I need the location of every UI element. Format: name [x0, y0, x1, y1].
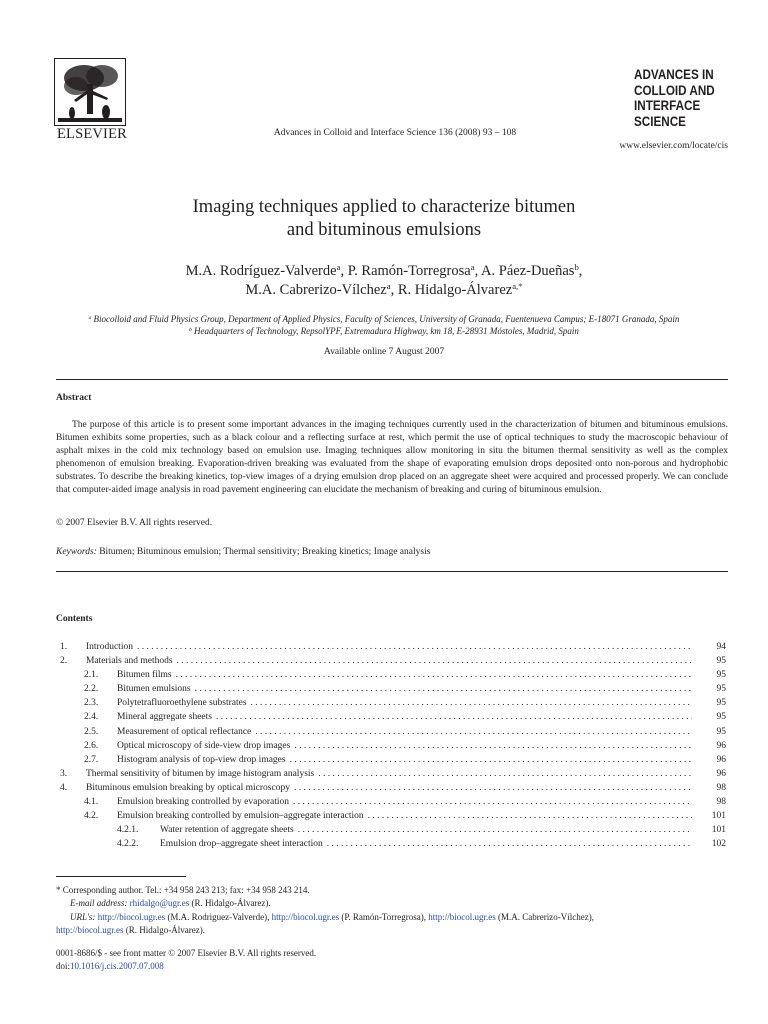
toc-number: 3.: [60, 768, 68, 779]
toc-title[interactable]: Optical microscopy of side-view drop images . . .: [117, 741, 692, 752]
toc-number: 4.2.1.: [117, 825, 139, 836]
title-line: Imaging techniques applied to characterize bitumen: [192, 197, 576, 217]
author-separator: ,: [340, 263, 348, 279]
doi-line: [56, 960, 316, 973]
issn-notice: 0001-8686/$ - see front matter © 2007 Elsevier B.V. All rights reserved.: [56, 948, 317, 958]
toc-title[interactable]: Emulsion breaking controlled by evaporation . . .: [117, 797, 692, 808]
toc-title[interactable]: Polytetrafluoroethylene substrates . . .: [117, 698, 692, 709]
abstract-body: The purpose of this article is to present some important advances in the imaging techniques currently used in the characterization of bitumen and bituminous emulsions. Bitumen exhibits some properties, such as a black colour and a reflecting surface at rest, which permit the use of optical techniques to study the macroscopic behaviour of asphalt mixes in the cold mix technology based on emulsion use. Imaging techniques allow monitoring in situ the bitumen thermal sensitivity as well as the complex phenomenon of emulsion breaking. Evaporation-driven breaking was evaluated from the shape of evaporating emulsion drops deposited onto non-porous and hydrophobic substrates. To describe the breaking kinetics, top-view images of a drying emulsion drop placed on an aggregate sheet were acquired and processed properly. We can conclude that computer-aided image analysis in road pavement engineering can elucidate the mechanism of breaking and curing of bituminous emulsion.: [56, 420, 728, 496]
toc-number: 2.3.: [84, 698, 99, 709]
toc-number: 2.: [60, 656, 68, 667]
affil-mark: a: [88, 315, 92, 322]
journal-url-link[interactable]: www.elsevier.com/locate/cis: [619, 141, 728, 151]
url-link[interactable]: http://biocol.ugr.es: [97, 911, 166, 922]
author-affil-mark: b: [574, 262, 579, 273]
footnotes: [56, 884, 728, 937]
toc-entry[interactable]: [56, 698, 728, 712]
email-note: [56, 897, 728, 910]
urls-label: URL's:: [70, 911, 96, 922]
toc-title[interactable]: Introduction . . .: [86, 642, 692, 653]
toc-title[interactable]: Bituminous emulsion breaking by optical microscopy . . .: [86, 783, 692, 794]
toc-entry[interactable]: [56, 769, 728, 783]
divider: [56, 571, 728, 572]
toc-page-number: 95: [716, 698, 726, 709]
abstract-copyright: © 2007 Elsevier B.V. All rights reserved.: [56, 518, 213, 528]
toc-number: 2.5.: [84, 726, 99, 737]
front-matter: [56, 947, 316, 972]
toc-title[interactable]: Materials and methods . . .: [86, 656, 692, 667]
urls-note-cont: [56, 924, 728, 937]
affiliation-b: [44, 325, 724, 337]
toc-title[interactable]: Water retention of aggregate sheets . . .: [160, 825, 692, 836]
author-name: P. Ramón-Torregrosa: [347, 263, 471, 279]
toc-number: 2.6.: [84, 740, 99, 751]
toc-entry[interactable]: [56, 825, 728, 839]
url-link[interactable]: http://biocol.ugr.es: [271, 911, 340, 922]
toc-entry[interactable]: [56, 712, 728, 726]
affiliations: [44, 313, 724, 337]
toc-entry[interactable]: [56, 741, 728, 755]
brand-line: ADVANCES IN: [634, 67, 714, 82]
toc-page-number: 95: [716, 656, 726, 667]
toc-entry[interactable]: [56, 811, 728, 825]
toc-page-number: 102: [711, 839, 726, 850]
author-name: R. Hidalgo-Álvarez: [397, 282, 513, 298]
author-name: M.A. Cabrerizo-Vílchez: [245, 282, 387, 298]
toc-page-number: 101: [711, 825, 726, 836]
affil-mark: b: [189, 327, 192, 334]
email-owner: (R. Hidalgo-Álvarez).: [191, 898, 271, 909]
toc-number: 2.2.: [84, 684, 99, 695]
author-name: M.A. Rodríguez-Valverde: [185, 263, 337, 279]
affiliation-text: Biocolloid and Fluid Physics Group, Department of Applied Physics, Faculty of Sciences, University of Granada, Fuentenueva Campus; E-18071 Granada, Spain: [93, 314, 680, 324]
brand-line: SCIENCE: [634, 113, 687, 129]
toc-entry[interactable]: [56, 783, 728, 797]
toc-page-number: 98: [716, 797, 726, 808]
toc-title[interactable]: Mineral aggregate sheets . . .: [117, 712, 692, 723]
table-of-contents: [56, 642, 728, 853]
author-affil-mark: a: [336, 262, 341, 273]
toc-number: 2.1.: [84, 670, 99, 681]
available-online-date: Available online 7 August 2007: [323, 347, 445, 357]
toc-number: 4.2.: [84, 811, 99, 822]
brand-line: INTERFACE: [634, 98, 701, 114]
title-line: and bituminous emulsions: [286, 220, 482, 240]
toc-number: 2.7.: [84, 754, 99, 765]
toc-number: 2.4.: [84, 712, 99, 723]
toc-entry[interactable]: [56, 755, 728, 769]
email-link[interactable]: rhidalgo@ugr.es: [129, 898, 190, 909]
author-affil-mark: a,*: [512, 281, 523, 292]
keywords-list: Bitumen; Bituminous emulsion; Thermal sensitivity; Breaking kinetics; Image analysis: [99, 547, 431, 557]
toc-number: 4.: [60, 782, 68, 793]
author-affil-mark: a: [470, 262, 475, 273]
email-label: E-mail address:: [70, 898, 128, 909]
article-title: [84, 196, 684, 242]
toc-entry[interactable]: [56, 642, 728, 656]
url-owner: (R. Hidalgo-Álvarez).: [125, 924, 205, 935]
author-name: A. Páez-Dueñas: [481, 263, 575, 279]
toc-title[interactable]: Emulsion drop–aggregate sheet interaction . . .: [160, 839, 692, 850]
toc-page-number: 94: [716, 642, 726, 652]
toc-entry[interactable]: [56, 839, 728, 853]
toc-page-number: 101: [711, 811, 726, 822]
toc-entry[interactable]: [56, 797, 728, 811]
toc-page-number: 98: [716, 782, 726, 793]
corresponding-author-note: * Corresponding author. Tel.: +34 958 243 213; fax: +34 958 243 214.: [56, 885, 310, 895]
affiliation-text: Headquarters of Technology, RepsolYPF, Extremadura Highway, km 18, E-28931 Móstoles, Madrid, Spain: [194, 326, 579, 336]
author-list: [84, 262, 684, 300]
toc-title[interactable]: Bitumen emulsions . . .: [117, 684, 692, 695]
toc-page-number: 96: [716, 768, 726, 779]
toc-page-number: 95: [716, 684, 726, 695]
toc-title[interactable]: Bitumen films . . .: [117, 670, 692, 681]
url-owner: (M.A. Rodriguez-Valverde),: [167, 911, 270, 922]
toc-entry[interactable]: [56, 727, 728, 741]
author-separator: ,: [474, 263, 482, 279]
url-link[interactable]: http://biocol.ugr.es: [428, 911, 496, 922]
toc-entry[interactable]: [56, 684, 728, 698]
keywords: [56, 547, 430, 557]
toc-entry[interactable]: [56, 656, 728, 670]
footnote-divider: [56, 876, 186, 877]
toc-entry[interactable]: [56, 670, 728, 684]
toc-number: 1.: [60, 642, 68, 652]
journal-brand: [634, 67, 728, 129]
keywords-label: Keywords:: [56, 547, 97, 557]
urls-note: [56, 911, 728, 924]
publisher-name: ELSEVIER: [56, 126, 128, 142]
author-separator: ,: [578, 263, 583, 279]
url-link[interactable]: http://biocol.ugr.es: [56, 924, 124, 935]
divider: [56, 379, 728, 380]
toc-page-number: 96: [716, 754, 726, 765]
affiliation-a: [44, 313, 724, 325]
toc-page-number: 95: [716, 726, 726, 737]
url-owner: (P. Ramón-Torregrosa),: [341, 911, 427, 922]
toc-page-number: 95: [716, 712, 726, 723]
doi-label: doi:: [56, 960, 71, 971]
toc-number: 4.2.2.: [117, 839, 139, 850]
url-owner: (M.A. Cabrerizo-Vílchez),: [498, 911, 594, 922]
toc-page-number: 96: [716, 740, 726, 751]
author-affil-mark: a: [386, 281, 391, 292]
journal-citation: Advances in Colloid and Interface Science 136 (2008) 93 – 108: [273, 128, 517, 138]
toc-number: 4.1.: [84, 797, 99, 808]
toc-page-number: 95: [716, 670, 726, 681]
toc-title[interactable]: Histogram analysis of top-view drop images . . .: [117, 755, 692, 766]
contents-heading: Contents: [56, 614, 93, 624]
toc-title[interactable]: Thermal sensitivity of bitumen by image histogram analysis . . .: [86, 769, 692, 780]
doi-link[interactable]: 10.1016/j.cis.2007.07.008: [70, 960, 164, 971]
toc-title[interactable]: Measurement of optical reflectance . . .: [117, 727, 692, 738]
author-separator: ,: [390, 282, 398, 298]
brand-line: COLLOID AND: [634, 82, 715, 98]
toc-title[interactable]: Emulsion breaking controlled by emulsion–aggregate interaction . . .: [117, 811, 692, 822]
abstract-heading: Abstract: [56, 393, 92, 403]
